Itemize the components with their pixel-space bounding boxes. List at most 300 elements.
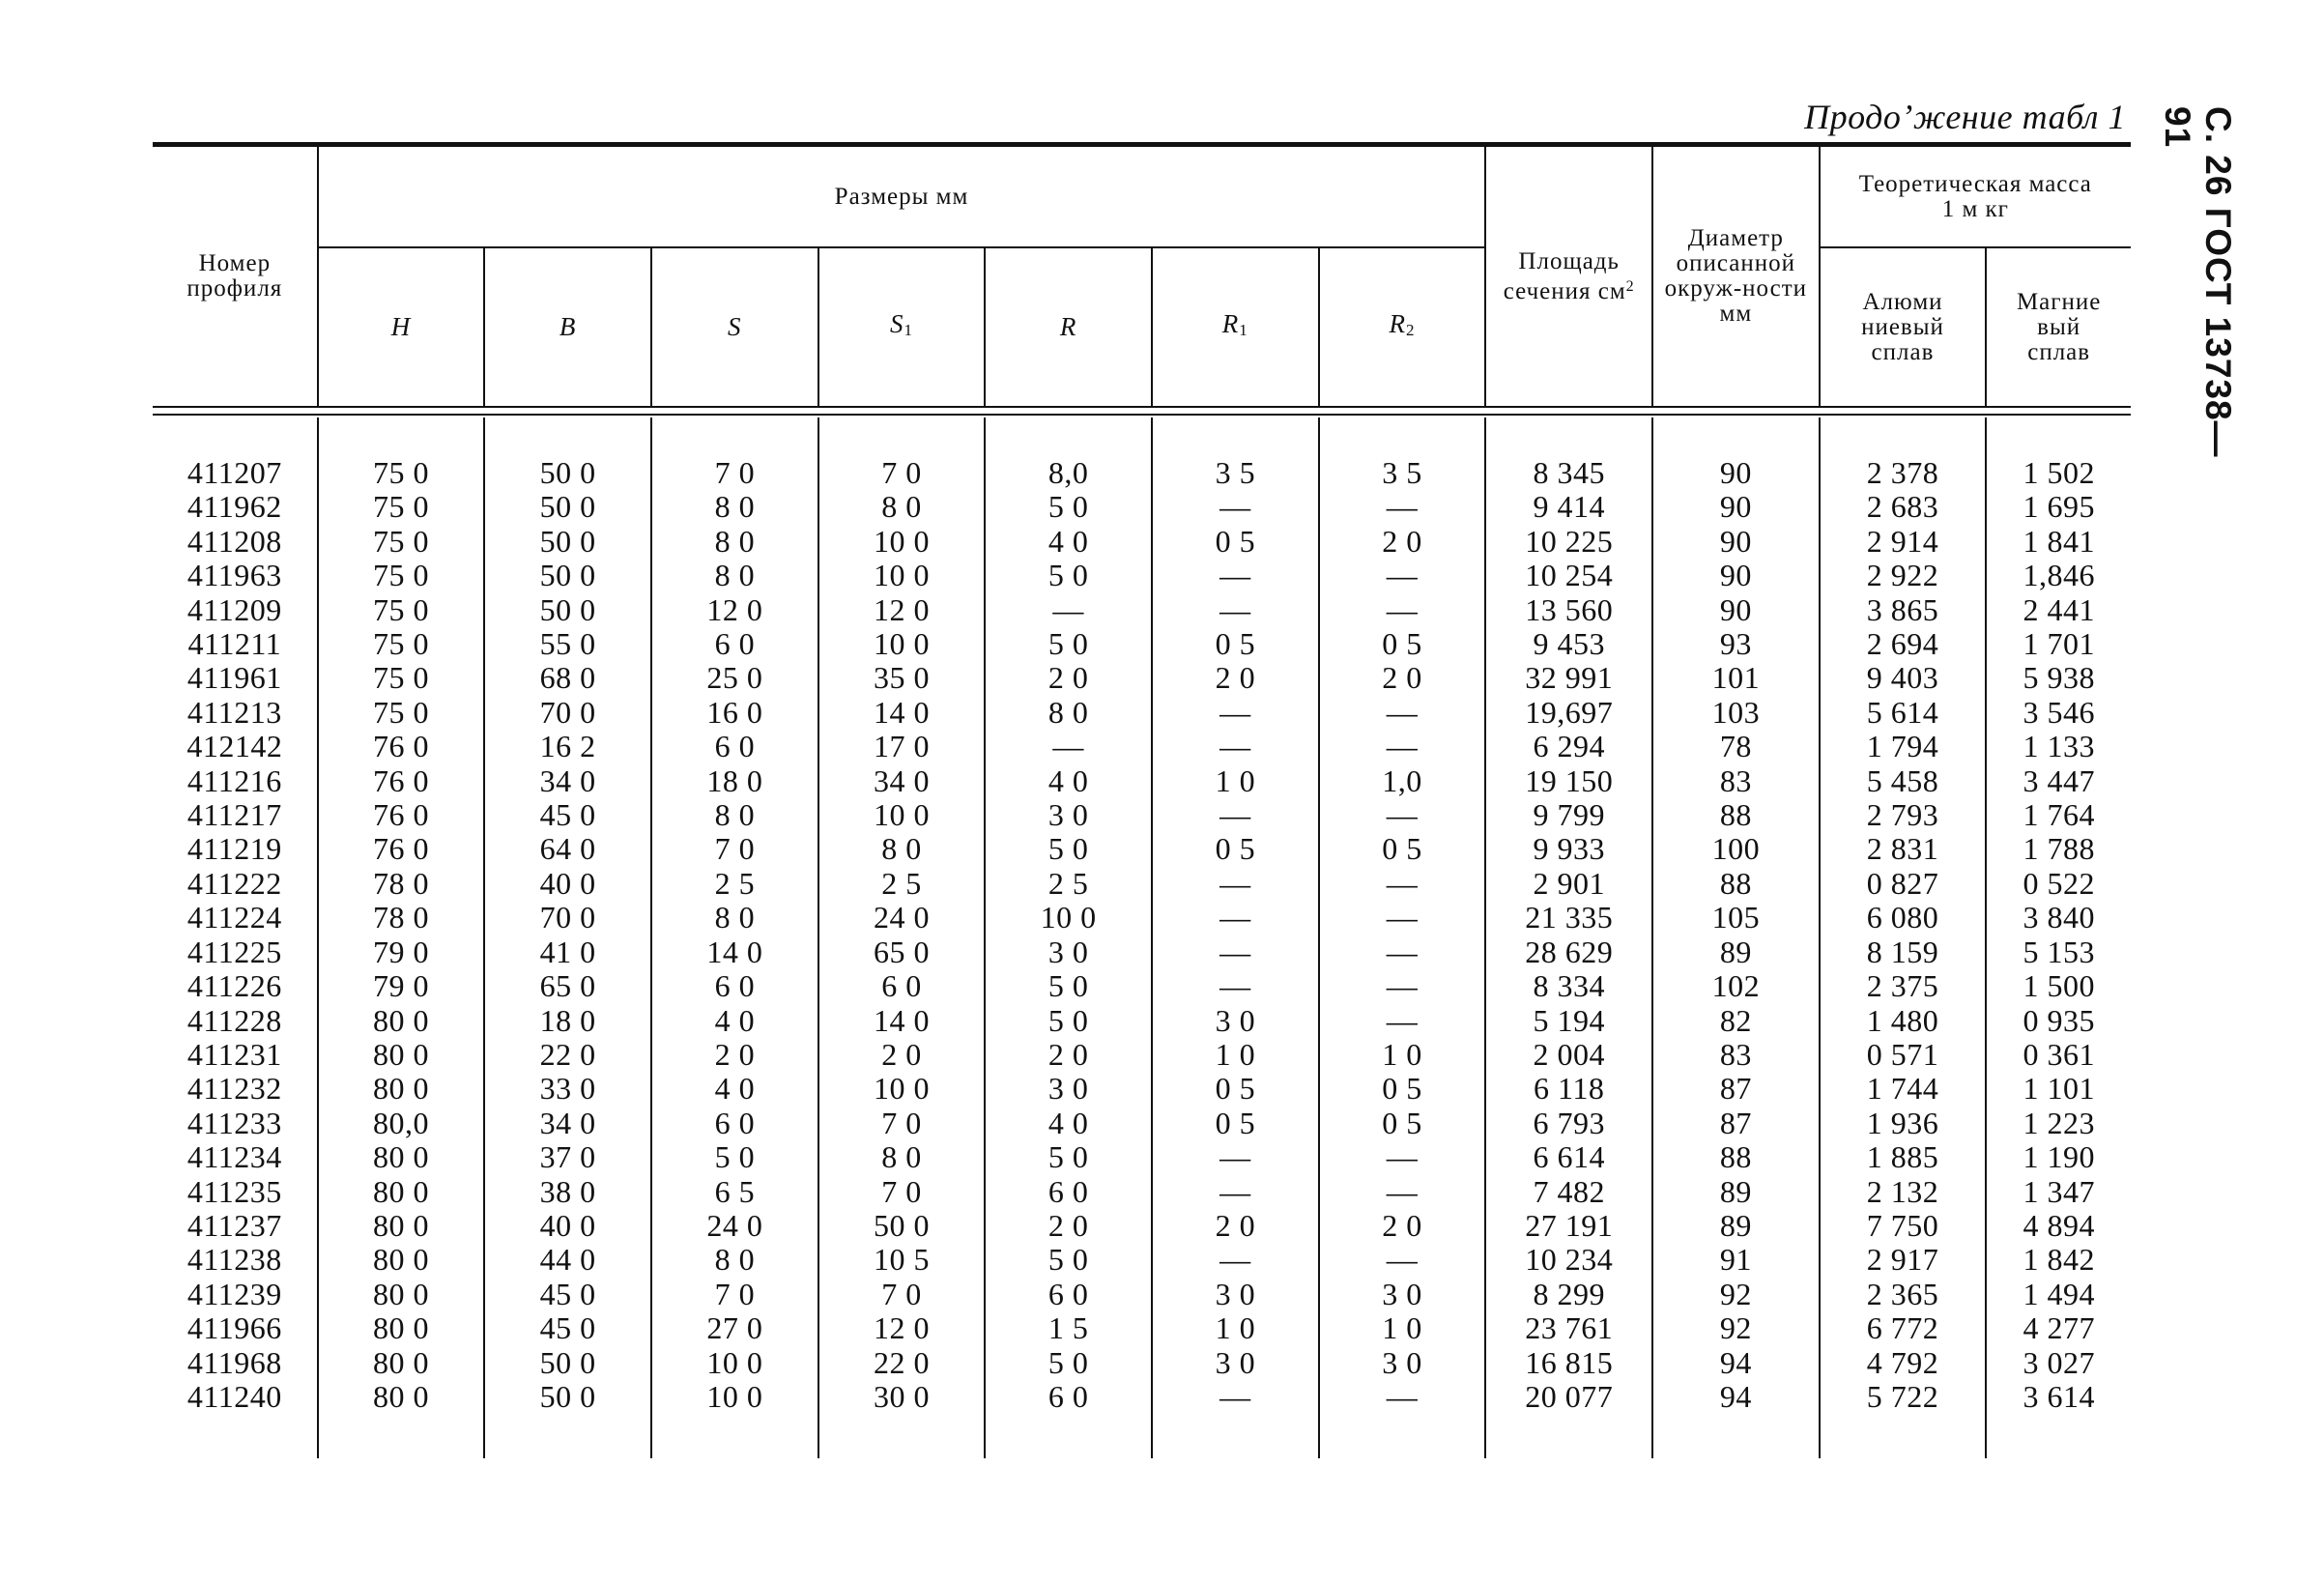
cell-area: 27 191 <box>1485 1209 1652 1243</box>
cell-area: 6 614 <box>1485 1140 1652 1174</box>
cell-R2: 3 0 <box>1319 1278 1486 1311</box>
cell-diameter: 83 <box>1652 764 1820 798</box>
cell-R2: 3 5 <box>1319 417 1486 490</box>
cell-mass-magn: 3 840 <box>1986 901 2131 935</box>
cell-profile: 411225 <box>186 934 282 969</box>
cell-mass-magn: 3 614 <box>1986 1380 2131 1414</box>
cell-diameter: 94 <box>1652 1346 1820 1380</box>
cell-mass-alum: 2 914 <box>1820 525 1987 559</box>
header-S1-symbol: S <box>889 309 904 338</box>
cell-mass-alum: 2 793 <box>1820 798 1987 832</box>
cell-B: 50 0 <box>484 490 651 524</box>
cell-S1: 7 0 <box>818 1107 986 1140</box>
cell-R1: — <box>1152 696 1319 730</box>
cell-H: 79 0 <box>318 969 485 1003</box>
table-body <box>153 417 2131 1453</box>
table-row <box>153 1175 2131 1209</box>
table-row <box>153 969 2131 1003</box>
cell-profile: 411211 <box>187 626 282 662</box>
cell-diameter: 89 <box>1652 1209 1820 1243</box>
header-R1-subscript: 1 <box>1239 321 1248 339</box>
cell-B: 44 0 <box>484 1243 651 1277</box>
cell-R: 2 0 <box>985 1209 1152 1243</box>
cell-R2: — <box>1319 901 1486 935</box>
header-B-symbol: B <box>559 311 577 341</box>
header-magnesium-alloy: Магние вый сплав <box>1986 247 2131 406</box>
cell-mass-alum: 5 614 <box>1820 696 1987 730</box>
cell-area: 19 150 <box>1485 764 1652 798</box>
spacer-cell <box>651 1414 818 1458</box>
cell-S1: 8 0 <box>818 490 986 524</box>
cell-diameter: 87 <box>1652 1072 1820 1106</box>
cell-R1: 3 0 <box>1152 1278 1319 1311</box>
header-dimensions-group: Размеры мм <box>318 147 1486 247</box>
cell-profile: 411217 <box>186 797 282 833</box>
cell-S: 6 5 <box>651 1175 818 1209</box>
cell-S: 8 0 <box>651 798 818 832</box>
header-R1-symbol: R <box>1221 309 1240 338</box>
cell-mass-alum: 2 922 <box>1820 559 1987 592</box>
cell-area: 20 077 <box>1485 1380 1652 1414</box>
cell-S: 16 0 <box>651 696 818 730</box>
cell-R2: 2 0 <box>1319 1209 1486 1243</box>
spacer-cell <box>1485 1414 1652 1458</box>
cell-mass-magn: 1 347 <box>1986 1175 2131 1209</box>
cell-S: 8 0 <box>651 525 818 559</box>
cell-R1: 1 0 <box>1152 1311 1319 1345</box>
cell-R2: 0 5 <box>1319 1072 1486 1106</box>
cell-mass-alum: 2 132 <box>1820 1175 1987 1209</box>
cell-area: 21 335 <box>1485 901 1652 935</box>
table-row <box>153 417 2131 490</box>
cell-H: 80 0 <box>318 1038 485 1072</box>
cell-mass-magn: 1 101 <box>1986 1072 2131 1106</box>
cell-R1: — <box>1152 1380 1319 1414</box>
cell-mass-magn: 5 153 <box>1986 935 2131 969</box>
cell-mass-magn: 1 695 <box>1986 490 2131 524</box>
cell-R1: 3 5 <box>1152 417 1319 490</box>
cell-R1: — <box>1152 490 1319 524</box>
cell-profile: 411231 <box>186 1036 282 1072</box>
cell-mass-magn: 1 764 <box>1986 798 2131 832</box>
cell-S: 6 0 <box>651 1107 818 1140</box>
cell-B: 45 0 <box>484 1311 651 1345</box>
cell-diameter: 101 <box>1652 661 1820 695</box>
header-R2-subscript: 2 <box>1405 321 1416 339</box>
cell-B: 45 0 <box>484 1278 651 1311</box>
header-B <box>484 247 651 406</box>
cell-R2: 2 0 <box>1319 525 1486 559</box>
spacer-cell <box>153 1414 318 1458</box>
cell-S1: 14 0 <box>818 1004 986 1038</box>
cell-mass-magn: 0 522 <box>1986 867 2131 901</box>
cell-R1: — <box>1152 593 1319 627</box>
cell-R2: — <box>1319 1140 1486 1174</box>
cell-R2: — <box>1319 935 1486 969</box>
cell-mass-alum: 1 885 <box>1820 1140 1987 1174</box>
cell-R: 2 0 <box>985 661 1152 695</box>
cell-R1: — <box>1152 798 1319 832</box>
table-row <box>153 1311 2131 1345</box>
table-row <box>153 1107 2131 1140</box>
table-row <box>153 1004 2131 1038</box>
cell-S: 6 0 <box>651 969 818 1003</box>
header-aluminium-alloy: Алюми ниевый сплав <box>1820 247 1987 406</box>
cell-mass-magn: 1 133 <box>1986 730 2131 763</box>
cell-R2: — <box>1319 798 1486 832</box>
cell-mass-alum: 3 865 <box>1820 593 1987 627</box>
cell-mass-magn: 1 190 <box>1986 1140 2131 1174</box>
table-row <box>153 490 2131 524</box>
cell-R1: — <box>1152 1243 1319 1277</box>
table-row <box>153 661 2131 695</box>
cell-mass-magn: 3 027 <box>1986 1346 2131 1380</box>
cell-diameter: 103 <box>1652 696 1820 730</box>
cell-R1: — <box>1152 867 1319 901</box>
cell-profile: 411209 <box>186 591 282 627</box>
cell-mass-alum: 6 772 <box>1820 1311 1987 1345</box>
cell-S: 25 0 <box>651 661 818 695</box>
spacer-cell <box>1652 1414 1820 1458</box>
cell-B: 68 0 <box>484 661 651 695</box>
cell-R: 3 0 <box>985 1072 1152 1106</box>
cell-R2: — <box>1319 559 1486 592</box>
cell-diameter: 90 <box>1652 593 1820 627</box>
cell-H: 80 0 <box>318 1140 485 1174</box>
header-H-symbol: H <box>390 311 412 341</box>
cell-R2: 0 5 <box>1319 832 1486 866</box>
cell-profile: 411226 <box>186 968 282 1004</box>
cell-mass-magn: 1 223 <box>1986 1107 2131 1140</box>
cell-profile: 411213 <box>186 694 282 730</box>
cell-R1: — <box>1152 1140 1319 1174</box>
cell-mass-alum: 2 683 <box>1820 490 1987 524</box>
cell-R: 3 0 <box>985 935 1152 969</box>
cell-R: 5 0 <box>985 969 1152 1003</box>
cell-S1: 10 0 <box>818 559 986 592</box>
cell-area: 5 194 <box>1485 1004 1652 1038</box>
cell-diameter: 90 <box>1652 490 1820 524</box>
cell-diameter: 88 <box>1652 867 1820 901</box>
cell-diameter: 83 <box>1652 1038 1820 1072</box>
cell-H: 80 0 <box>318 1311 485 1345</box>
header-R2 <box>1319 247 1486 406</box>
cell-R1: — <box>1152 969 1319 1003</box>
table-row <box>153 696 2131 730</box>
cell-S: 18 0 <box>651 764 818 798</box>
cell-R: 10 0 <box>985 901 1152 935</box>
table-row <box>153 593 2131 627</box>
spacer-cell <box>1152 1414 1319 1458</box>
cell-diameter: 92 <box>1652 1278 1820 1311</box>
cell-S1: 6 0 <box>818 969 986 1003</box>
cell-R: 5 0 <box>985 832 1152 866</box>
cell-R2: — <box>1319 867 1486 901</box>
cell-diameter: 105 <box>1652 901 1820 935</box>
cell-profile: 411232 <box>186 1071 282 1107</box>
cell-S: 8 0 <box>651 1243 818 1277</box>
cell-R1: 3 0 <box>1152 1346 1319 1380</box>
cell-B: 34 0 <box>484 1107 651 1140</box>
cell-H: 80 0 <box>318 1175 485 1209</box>
cell-profile: 411237 <box>186 1207 282 1243</box>
cell-mass-alum: 1 936 <box>1820 1107 1987 1140</box>
cell-R1: 0 5 <box>1152 1107 1319 1140</box>
cell-area: 6 294 <box>1485 730 1652 763</box>
cell-diameter: 91 <box>1652 1243 1820 1277</box>
cell-mass-magn: 4 894 <box>1986 1209 2131 1243</box>
cell-area: 8 334 <box>1485 969 1652 1003</box>
cell-R2: — <box>1319 1243 1486 1277</box>
cell-mass-alum: 1 744 <box>1820 1072 1987 1106</box>
cell-area: 9 414 <box>1485 490 1652 524</box>
header-R1 <box>1152 247 1319 406</box>
cell-profile: 411238 <box>186 1242 282 1278</box>
cell-H: 79 0 <box>318 935 485 969</box>
table-row <box>153 867 2131 901</box>
cell-mass-alum: 2 365 <box>1820 1278 1987 1311</box>
header-area-label: Площадь сечения см <box>1503 247 1626 304</box>
cell-S: 5 0 <box>651 1140 818 1174</box>
cell-S: 2 0 <box>651 1038 818 1072</box>
cell-mass-magn: 1 841 <box>1986 525 2131 559</box>
cell-mass-alum: 1 794 <box>1820 730 1987 763</box>
cell-B: 41 0 <box>484 935 651 969</box>
cell-B: 50 0 <box>484 417 651 490</box>
cell-area: 2 901 <box>1485 867 1652 901</box>
cell-H: 76 0 <box>318 832 485 866</box>
cell-mass-alum: 0 571 <box>1820 1038 1987 1072</box>
table-row <box>153 1209 2131 1243</box>
cell-R1: — <box>1152 901 1319 935</box>
cell-B: 70 0 <box>484 901 651 935</box>
header-R2-symbol: R <box>1389 309 1406 338</box>
cell-R: 3 0 <box>985 798 1152 832</box>
header-area-sup: 2 <box>1625 277 1635 295</box>
cell-mass-magn: 3 546 <box>1986 696 2131 730</box>
cell-S1: 10 0 <box>818 798 986 832</box>
spacer-cell <box>484 1414 651 1458</box>
header-S <box>651 247 818 406</box>
header-area <box>1485 147 1652 406</box>
cell-H: 75 0 <box>318 593 485 627</box>
cell-R1: 1 0 <box>1152 1038 1319 1072</box>
cell-profile: 411966 <box>186 1310 282 1346</box>
cell-mass-magn: 1 701 <box>1986 627 2131 661</box>
cell-profile: 411963 <box>186 558 282 593</box>
cell-R: 6 0 <box>985 1278 1152 1311</box>
table-row <box>153 559 2131 592</box>
cell-H: 76 0 <box>318 798 485 832</box>
cell-S: 10 0 <box>651 1380 818 1414</box>
cell-mass-alum: 9 403 <box>1820 661 1987 695</box>
cell-S1: 8 0 <box>818 1140 986 1174</box>
spacer-cell <box>1820 1414 1987 1458</box>
table-row <box>153 1278 2131 1311</box>
cell-area: 19,697 <box>1485 696 1652 730</box>
cell-S: 6 0 <box>651 730 818 763</box>
table-row <box>153 1346 2131 1380</box>
spacer-cell <box>318 1414 485 1458</box>
cell-profile: 411961 <box>186 660 282 696</box>
cell-S1: 7 0 <box>818 1175 986 1209</box>
cell-S1: 22 0 <box>818 1346 986 1380</box>
cell-S1: 30 0 <box>818 1380 986 1414</box>
cell-profile: 411234 <box>186 1139 282 1175</box>
cell-S: 4 0 <box>651 1072 818 1106</box>
cell-area: 8 299 <box>1485 1278 1652 1311</box>
cell-mass-magn: 0 935 <box>1986 1004 2131 1038</box>
cell-S1: 10 0 <box>818 525 986 559</box>
cell-S: 8 0 <box>651 901 818 935</box>
cell-area: 16 815 <box>1485 1346 1652 1380</box>
cell-S1: 10 5 <box>818 1243 986 1277</box>
cell-profile: 411207 <box>186 455 282 490</box>
cell-mass-magn: 5 938 <box>1986 661 2131 695</box>
cell-B: 45 0 <box>484 798 651 832</box>
cell-R2: 1 0 <box>1319 1311 1486 1345</box>
cell-area: 10 234 <box>1485 1243 1652 1277</box>
cell-S: 7 0 <box>651 1278 818 1311</box>
cell-S1: 24 0 <box>818 901 986 935</box>
cell-R2: — <box>1319 696 1486 730</box>
cell-R1: 1 0 <box>1152 764 1319 798</box>
cell-R: 6 0 <box>985 1175 1152 1209</box>
cell-mass-magn: 1,846 <box>1986 559 2131 592</box>
cell-area: 6 118 <box>1485 1072 1652 1106</box>
table-continuation-caption: Продоʼжение табл 1 <box>1804 98 2126 136</box>
cell-S: 12 0 <box>651 593 818 627</box>
cell-area: 32 991 <box>1485 661 1652 695</box>
cell-mass-alum: 7 750 <box>1820 1209 1987 1243</box>
cell-mass-magn: 4 277 <box>1986 1311 2131 1345</box>
cell-H: 80 0 <box>318 1380 485 1414</box>
cell-profile: 411224 <box>186 900 282 935</box>
cell-diameter: 87 <box>1652 1107 1820 1140</box>
cell-mass-magn: 1 788 <box>1986 832 2131 866</box>
cell-profile: 411228 <box>186 1002 282 1038</box>
cell-B: 16 2 <box>484 730 651 763</box>
cell-mass-alum: 2 694 <box>1820 627 1987 661</box>
cell-R: 5 0 <box>985 1243 1152 1277</box>
cell-S: 24 0 <box>651 1209 818 1243</box>
cell-area: 28 629 <box>1485 935 1652 969</box>
cell-B: 34 0 <box>484 764 651 798</box>
table-row <box>153 901 2131 935</box>
cell-mass-magn: 3 447 <box>1986 764 2131 798</box>
cell-B: 50 0 <box>484 559 651 592</box>
cell-area: 10 225 <box>1485 525 1652 559</box>
cell-S1: 17 0 <box>818 730 986 763</box>
table-row <box>153 525 2131 559</box>
cell-S: 27 0 <box>651 1311 818 1345</box>
cell-H: 80 0 <box>318 1278 485 1311</box>
table-bottom-spacer <box>153 1414 2131 1458</box>
cell-H: 80 0 <box>318 1209 485 1243</box>
table-row <box>153 1072 2131 1106</box>
cell-R: 1 5 <box>985 1311 1152 1345</box>
cell-B: 50 0 <box>484 525 651 559</box>
table-row <box>153 1243 2131 1277</box>
cell-mass-alum: 8 159 <box>1820 935 1987 969</box>
cell-S1: 34 0 <box>818 764 986 798</box>
cell-diameter: 89 <box>1652 935 1820 969</box>
cell-profile: 411239 <box>186 1276 282 1311</box>
cell-R1: — <box>1152 1175 1319 1209</box>
header-S-symbol: S <box>728 311 742 341</box>
cell-R: 4 0 <box>985 525 1152 559</box>
header-R <box>985 247 1152 406</box>
cell-area: 23 761 <box>1485 1311 1652 1345</box>
cell-diameter: 100 <box>1652 832 1820 866</box>
header-profile-number: Номер профиля <box>186 250 283 302</box>
cell-mass-alum: 6 080 <box>1820 901 1987 935</box>
cell-S1: 2 0 <box>818 1038 986 1072</box>
cell-R2: — <box>1319 1175 1486 1209</box>
cell-R: 8,0 <box>985 417 1152 490</box>
cell-S1: 7 0 <box>818 1278 986 1311</box>
cell-S: 6 0 <box>651 627 818 661</box>
cell-diameter: 90 <box>1652 559 1820 592</box>
cell-B: 70 0 <box>484 696 651 730</box>
header-mass-group: Теоретическая масса 1 м кг <box>1820 147 2131 247</box>
cell-H: 78 0 <box>318 901 485 935</box>
header-S1 <box>818 247 986 406</box>
header-diameter: Диаметр описанной окруж-ности мм <box>1652 147 1820 406</box>
header-H <box>318 247 485 406</box>
spacer-cell <box>818 1414 986 1458</box>
cell-mass-alum: 2 378 <box>1820 417 1987 490</box>
cell-diameter: 93 <box>1652 627 1820 661</box>
cell-B: 38 0 <box>484 1175 651 1209</box>
cell-profile: 411222 <box>186 865 282 901</box>
cell-area: 13 560 <box>1485 593 1652 627</box>
cell-diameter: 92 <box>1652 1311 1820 1345</box>
cell-R2: 0 5 <box>1319 1107 1486 1140</box>
cell-profile: 411962 <box>186 489 282 525</box>
cell-B: 33 0 <box>484 1072 651 1106</box>
cell-S1: 8 0 <box>818 832 986 866</box>
cell-R: 8 0 <box>985 696 1152 730</box>
cell-S1: 10 0 <box>818 1072 986 1106</box>
cell-B: 22 0 <box>484 1038 651 1072</box>
cell-R2: 2 0 <box>1319 661 1486 695</box>
cell-R: 5 0 <box>985 490 1152 524</box>
spacer-cell <box>985 1414 1152 1458</box>
spacer-cell <box>1986 1414 2131 1458</box>
cell-S1: 12 0 <box>818 593 986 627</box>
cell-R: 2 0 <box>985 1038 1152 1072</box>
cell-area: 6 793 <box>1485 1107 1652 1140</box>
cell-R: 6 0 <box>985 1380 1152 1414</box>
cell-diameter: 90 <box>1652 417 1820 490</box>
cell-profile: 411968 <box>186 1344 282 1380</box>
cell-B: 64 0 <box>484 832 651 866</box>
cell-B: 37 0 <box>484 1140 651 1174</box>
cell-H: 75 0 <box>318 559 485 592</box>
cell-R: 2 5 <box>985 867 1152 901</box>
cell-R: 5 0 <box>985 1140 1152 1174</box>
cell-R: — <box>985 593 1152 627</box>
cell-area: 9 799 <box>1485 798 1652 832</box>
table-row <box>153 627 2131 661</box>
cell-area: 9 453 <box>1485 627 1652 661</box>
cell-R: 5 0 <box>985 1346 1152 1380</box>
cell-profile: 411208 <box>186 523 282 559</box>
cell-R: 5 0 <box>985 1004 1152 1038</box>
cell-H: 80 0 <box>318 1346 485 1380</box>
cell-profile: 412142 <box>186 729 283 764</box>
